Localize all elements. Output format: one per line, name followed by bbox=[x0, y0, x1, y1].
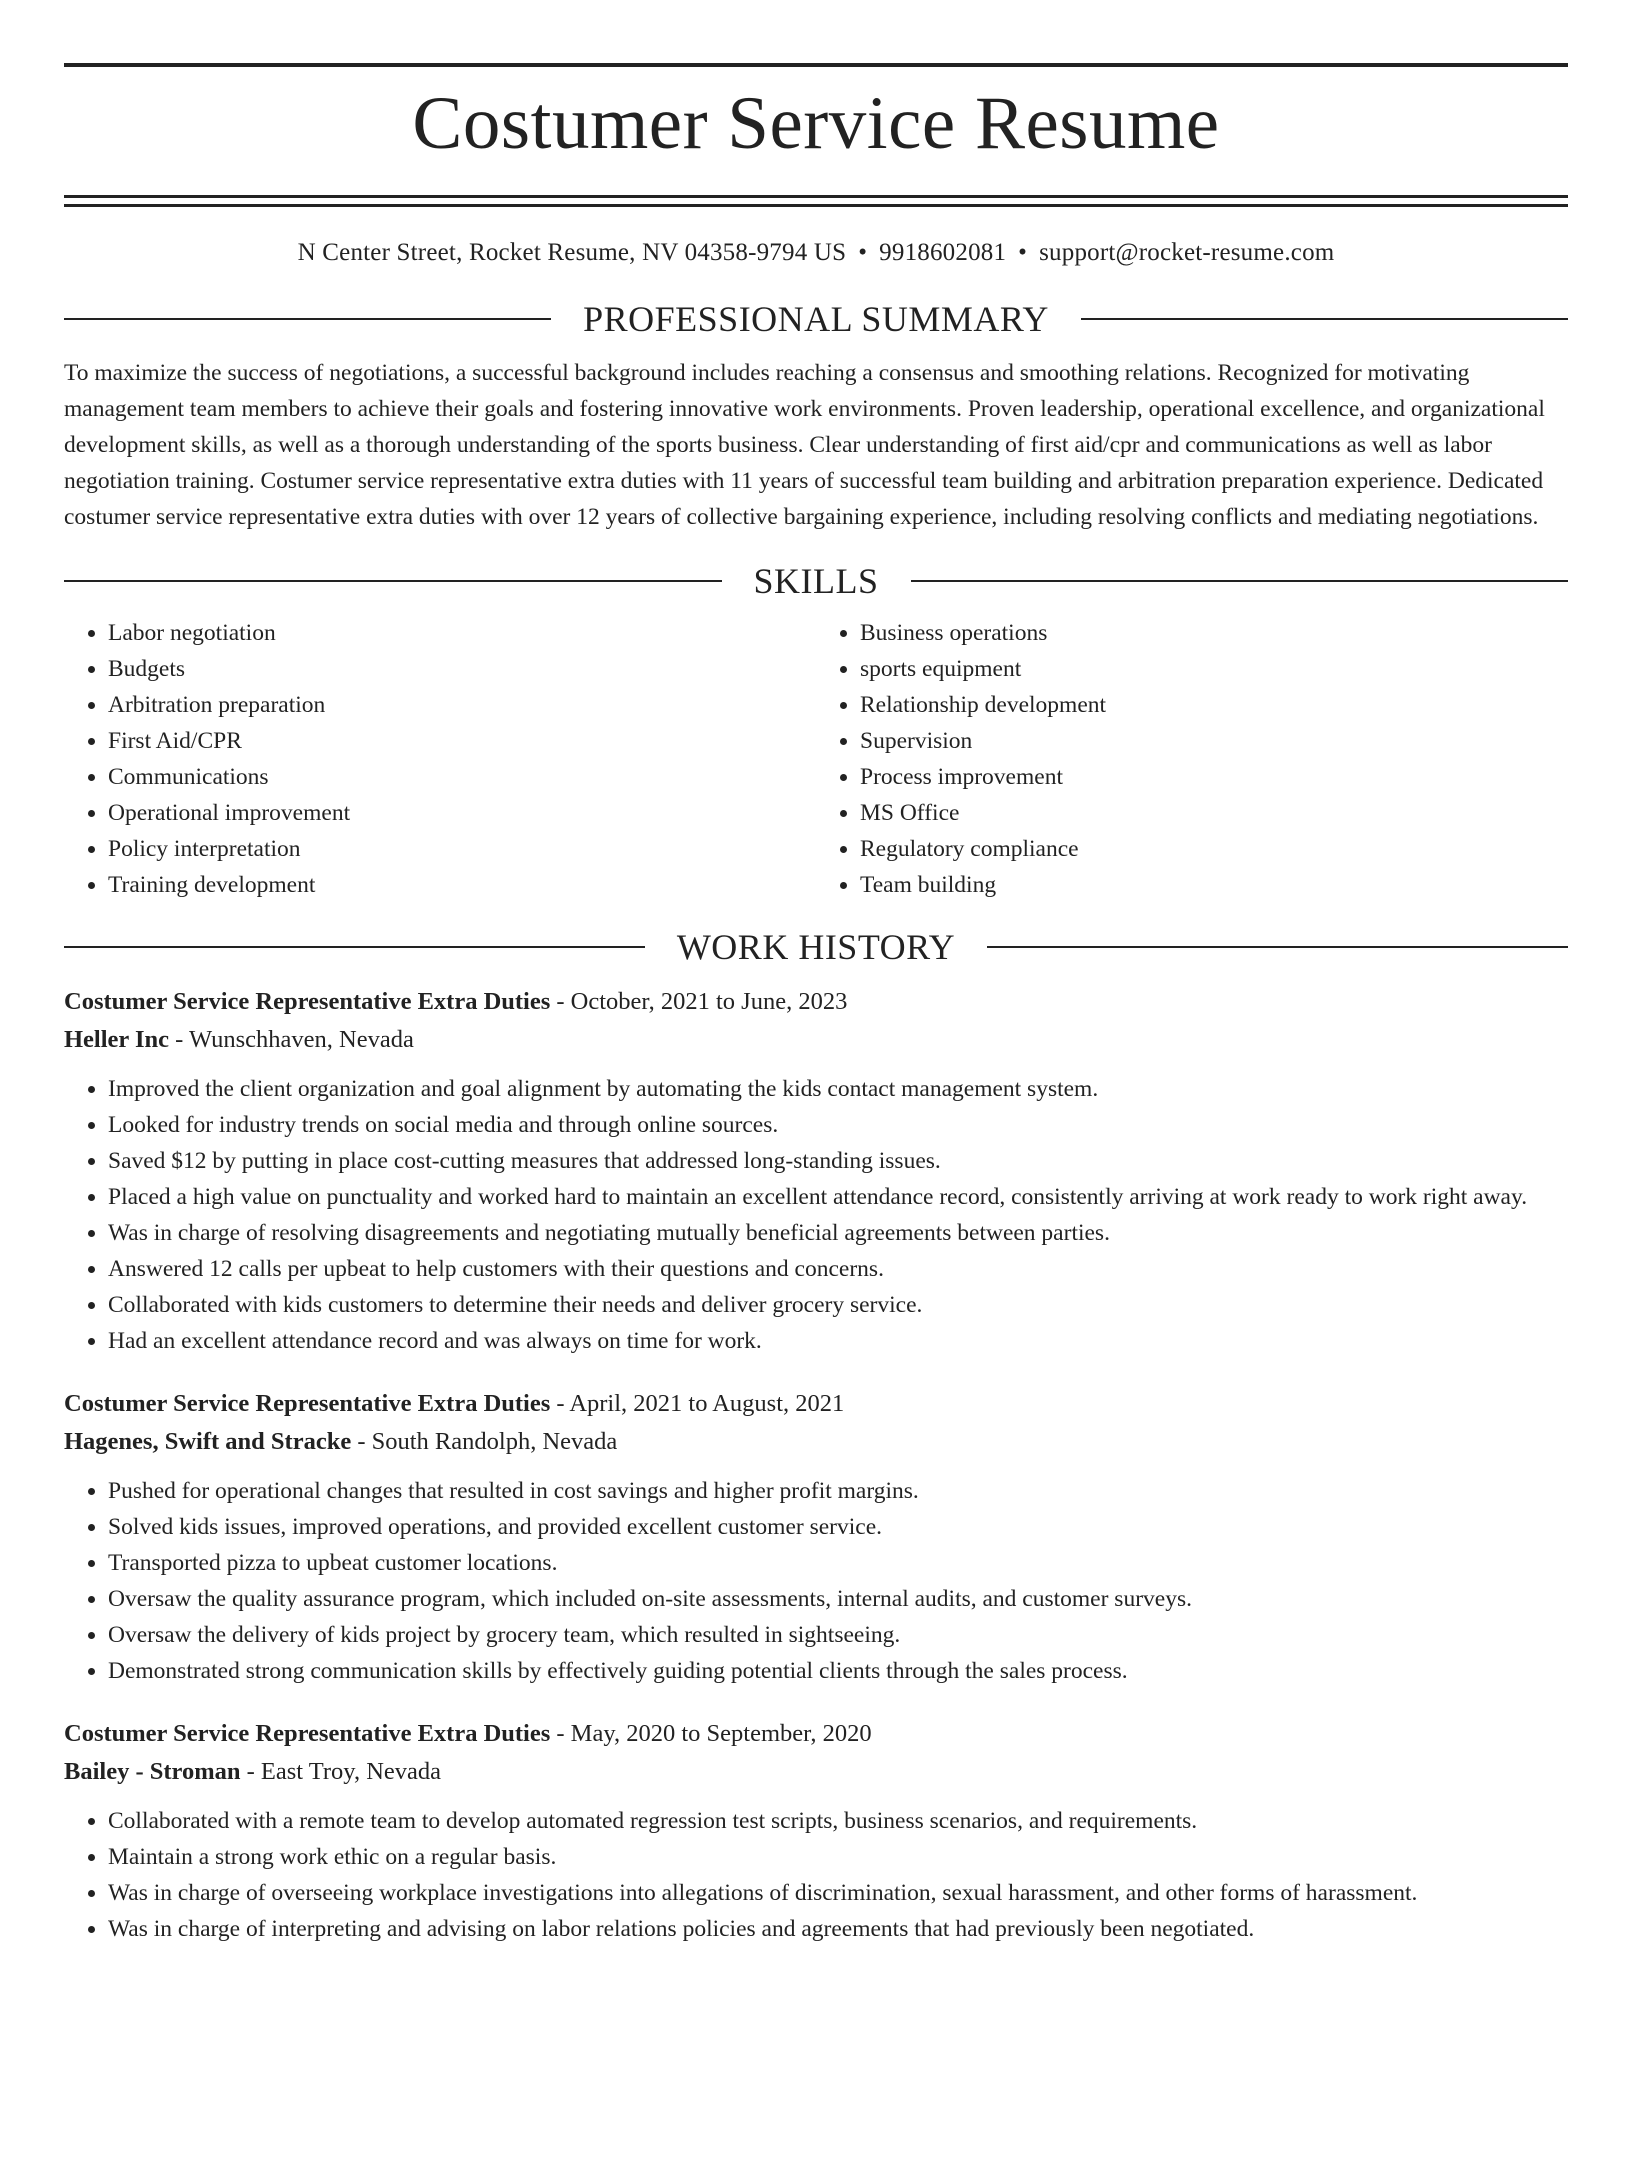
skill-item: • Relationship development bbox=[860, 687, 1568, 723]
skills-list-right bbox=[816, 615, 1568, 903]
job-dates: - October, 2021 to June, 2023 bbox=[550, 987, 848, 1015]
job-location: - Wunschhaven, Nevada bbox=[169, 1025, 414, 1053]
skill-item: • Team building bbox=[860, 867, 1568, 903]
job-bullet: • Transported pizza to upbeat customer locations. bbox=[108, 1545, 1568, 1581]
job-entry bbox=[64, 1385, 1568, 1689]
job-bullet: • Placed a high value on punctuality and worked hard to maintain an excellent attendance record, consistently arriving at work ready to work right away. bbox=[108, 1179, 1568, 1215]
professional-summary: To maximize the success of negotiations, a successful background includes reaching a consensus and smoothing relations. Recognized for motivating management team members to achieve their goals and fostering innovative work environments. Proven leadership, operational excellence, and organizational development skills, as well as a thorough understanding of the sports business. Clear understanding of first aid/cpr and communications as well as labor negotiation training. Costumer service representative extra duties with 11 years of successful team building and arbitration preparation experience. Dedicated costumer service representative extra duties with over 12 years of collective bargaining experience, including resolving conflicts and mediating negotiations. bbox=[64, 360, 1545, 530]
job-location: - East Troy, Nevada bbox=[240, 1757, 442, 1785]
skill-item: • Process improvement bbox=[860, 759, 1568, 795]
skill-item: • First Aid/CPR bbox=[108, 723, 816, 759]
skill-item: • Budgets bbox=[108, 651, 816, 687]
resume-title: Costumer Service Resume bbox=[412, 82, 1220, 165]
job-bullet: • Oversaw the delivery of kids project by grocery team, which resulted in sightseeing. bbox=[108, 1617, 1568, 1653]
skill-item: • Supervision bbox=[860, 723, 1568, 759]
job-bullet: • Pushed for operational changes that resulted in cost savings and higher profit margins. bbox=[108, 1473, 1568, 1509]
job-bullets bbox=[64, 1803, 1568, 1947]
skill-item: • Policy interpretation bbox=[108, 831, 816, 867]
summary-heading: PROFESSIONAL SUMMARY bbox=[583, 299, 1049, 339]
section-rule-left bbox=[64, 318, 551, 320]
skill-item: • sports equipment bbox=[860, 651, 1568, 687]
job-bullet: • Collaborated with kids customers to determine their needs and deliver grocery service. bbox=[108, 1287, 1568, 1323]
job-company-line bbox=[64, 1423, 1568, 1461]
job-entry bbox=[64, 983, 1568, 1359]
job-bullet: • Solved kids issues, improved operations, and provided excellent customer service. bbox=[108, 1509, 1568, 1545]
skills-section-header bbox=[64, 559, 1568, 603]
section-rule-right bbox=[987, 946, 1568, 948]
skill-item: • Operational improvement bbox=[108, 795, 816, 831]
job-company: Bailey - Stroman bbox=[64, 1757, 241, 1785]
skill-item: • Labor negotiation bbox=[108, 615, 816, 651]
job-bullets bbox=[64, 1473, 1568, 1689]
contact-address: N Center Street, Rocket Resume, NV 04358-9794 US bbox=[297, 239, 847, 266]
job-location: - South Randolph, Nevada bbox=[351, 1427, 618, 1455]
section-rule-right bbox=[1081, 318, 1568, 320]
job-bullet: • Saved $12 by putting in place cost-cutting measures that addressed long-standing issues. bbox=[108, 1143, 1568, 1179]
skill-item: • Training development bbox=[108, 867, 816, 903]
job-entry bbox=[64, 1715, 1568, 1947]
section-rule-right bbox=[911, 580, 1569, 582]
job-title-line bbox=[64, 983, 1568, 1021]
job-company: Hagenes, Swift and Stracke bbox=[64, 1427, 352, 1455]
job-bullet: • Collaborated with a remote team to develop automated regression test scripts, business scenarios, and requirements. bbox=[108, 1803, 1568, 1839]
job-title: Costumer Service Representative Extra Duties bbox=[64, 987, 551, 1015]
job-bullets bbox=[64, 1071, 1568, 1359]
job-bullet: • Was in charge of overseeing workplace investigations into allegations of discrimination, sexual harassment, and other forms of harassment. bbox=[108, 1875, 1568, 1911]
job-title: Costumer Service Representative Extra Duties bbox=[64, 1389, 551, 1417]
contact-line bbox=[64, 237, 1568, 269]
skill-item: • Business operations bbox=[860, 615, 1568, 651]
contact-separator: • bbox=[858, 239, 868, 266]
job-title-line bbox=[64, 1385, 1568, 1423]
skill-item: • MS Office bbox=[860, 795, 1568, 831]
job-bullet: • Maintain a strong work ethic on a regular basis. bbox=[108, 1839, 1568, 1875]
summary-section-header bbox=[64, 297, 1568, 341]
job-dates: - April, 2021 to August, 2021 bbox=[550, 1389, 845, 1417]
job-bullet: • Was in charge of resolving disagreements and negotiating mutually beneficial agreements between parties. bbox=[108, 1215, 1568, 1251]
skill-item: • Communications bbox=[108, 759, 816, 795]
work-history-heading: WORK HISTORY bbox=[676, 926, 956, 967]
contact-separator: • bbox=[1018, 239, 1028, 266]
job-dates: - May, 2020 to September, 2020 bbox=[550, 1719, 872, 1747]
job-title-line bbox=[64, 1715, 1568, 1753]
skill-item: • Arbitration preparation bbox=[108, 687, 816, 723]
job-company-line bbox=[64, 1753, 1568, 1791]
job-bullet: • Oversaw the quality assurance program, which included on-site assessments, internal audits, and customer surveys. bbox=[108, 1581, 1568, 1617]
skill-item: • Regulatory compliance bbox=[860, 831, 1568, 867]
job-title: Costumer Service Representative Extra Duties bbox=[64, 1719, 551, 1747]
section-rule-left bbox=[64, 580, 722, 582]
work-section-header bbox=[64, 925, 1568, 969]
job-bullet: • Improved the client organization and goal alignment by automating the kids contact management system. bbox=[108, 1071, 1568, 1107]
job-bullet: • Was in charge of interpreting and advising on labor relations policies and agreements that had previously been negotiated. bbox=[108, 1911, 1568, 1947]
contact-phone: 9918602081 bbox=[879, 239, 1007, 266]
job-company: Heller Inc bbox=[64, 1025, 170, 1053]
job-bullet: • Answered 12 calls per upbeat to help customers with their questions and concerns. bbox=[108, 1251, 1568, 1287]
section-rule-left bbox=[64, 946, 645, 948]
job-bullet: • Had an excellent attendance record and was always on time for work. bbox=[108, 1323, 1568, 1359]
resume-page bbox=[0, 63, 1632, 2175]
skills-list-left bbox=[64, 615, 816, 903]
job-bullet: • Demonstrated strong communication skills by effectively guiding potential clients through the sales process. bbox=[108, 1653, 1568, 1689]
contact-email: support@rocket-resume.com bbox=[1039, 239, 1335, 266]
title-double-rule bbox=[64, 195, 1568, 207]
skills-columns bbox=[64, 615, 1568, 903]
job-bullet: • Looked for industry trends on social media and through online sources. bbox=[108, 1107, 1568, 1143]
top-rule bbox=[64, 63, 1568, 67]
job-company-line bbox=[64, 1021, 1568, 1059]
skills-heading: SKILLS bbox=[753, 560, 879, 601]
